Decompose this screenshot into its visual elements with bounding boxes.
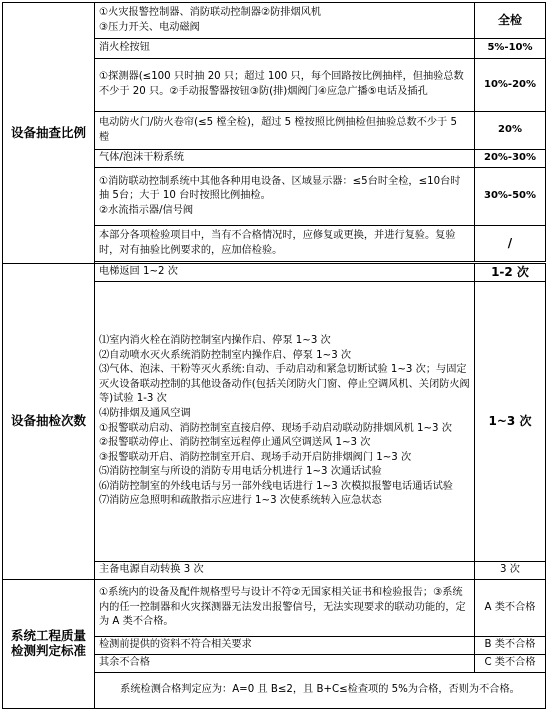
list-item: ⑵自动喷水灭火系统消防控制室内操作启、停泵 1~3 次 (99, 349, 352, 361)
row-value: / (475, 226, 546, 262)
row-value: 20% (475, 112, 546, 150)
row-value: 5%-10% (475, 39, 546, 59)
row-content: 其余不合格 (95, 655, 475, 673)
row-content: ①系统内的设备及配件规格型号与设计不符②无国家相关证书和检验报告；③系统内的任一控制器和火灾探测器无法发出报警信号，无法实现要求的联动功能的，定为 A 类不合格。 (95, 580, 475, 637)
row-value: 20%-30% (475, 150, 546, 168)
row-content: 电动防火门/防火卷帘(≤5 樘全检)，超过 5 樘按照比例抽检但抽验总数不少于 5 樘 (95, 112, 475, 150)
row-content-list (95, 282, 475, 562)
row-content: ①火灾报警控制器、消防联动控制器②防排烟风机 ③压力开关、电动磁阀 (95, 3, 475, 39)
list-item: ⑶气体、泡沫、干粉等灭火系统:自动、手动启动和紧急切断试验 1~3 次；与固定灭火设备联动控制的其他设备动作(包括关闭防火门窗、停止空调风机、关闭防火阀等)试验 1-3 次 (99, 364, 470, 405)
list-item: ⑴室内消火栓在消防控制室内操作启、停泵 1~3 次 (99, 334, 331, 346)
table-row (3, 580, 546, 637)
pass-criteria: 系统检测合格判定应为：A=0 且 B≤2，且 B+C≤检查项的 5%为合格，否则为不合格。 (95, 673, 546, 709)
row-value: 1-2 次 (475, 264, 546, 282)
list-item: ⑺消防应急照明和疏散指示应进行 1~3 次使系统转入应急状态 (99, 495, 382, 507)
row-value: C 类不合格 (475, 655, 546, 673)
row-content: 本部分各项检验项目中，当有不合格情况时，应修复或更换，并进行复验。复验时，对有抽验比例要求的，应加倍检验。 (95, 226, 475, 262)
row-value: 1~3 次 (475, 282, 546, 562)
list-item: ⑷防排烟及通风空调 (99, 407, 191, 419)
list-item: ⑹消防控制室的外线电话与另一部外线电话进行 1~3 次模拟报警电话通话试验 (99, 480, 453, 492)
row-value: A 类不合格 (475, 580, 546, 637)
row-content: 消火栓按钮 (95, 39, 475, 59)
list-item: ②报警联动停止、消防控制室远程停止通风空调送风 1~3 次 (99, 437, 371, 449)
table-row (3, 264, 546, 282)
row-content: 气体/泡沫干粉系统 (95, 150, 475, 168)
list-item: ⑸消防控制室与所设的消防专用电话分机进行 1~3 次通话试验 (99, 466, 382, 478)
row-value: 全检 (475, 3, 546, 39)
row-content: ①探测器(≤100 只时抽 20 只；超过 100 只，每个回路按比例抽样，但抽验总数不少于 20 只。②手动报警器按钮③防(排)烟阀门④应急广播⑤电话及插孔 (95, 59, 475, 112)
row-content: 检测前提供的资料不符合相关要求 (95, 637, 475, 655)
row-value: 3 次 (475, 562, 546, 580)
row-content: 电梯返回 1~2 次 (95, 264, 475, 282)
row-value: 30%-50% (475, 168, 546, 226)
row-content: ①消防联动控制系统中其他各种用电设备、区域显示器：≤5台时全检，≤10台时抽 5台；大于 10 台时按照比例抽检。 ②水流指示器/信号阀 (95, 168, 475, 226)
list-item: ①报警联动启动、消防控制室直接启停、现场手动启动联动防排烟风机 1~3 次 (99, 422, 452, 434)
section-title-quality-standard: 系统工程质量检测判定标准 (3, 580, 95, 709)
section-title-test-count: 设备抽检次数 (3, 264, 95, 580)
row-value: 10%-20% (475, 59, 546, 112)
section-title-sampling-ratio: 设备抽查比例 (3, 3, 95, 264)
row-value: B 类不合格 (475, 637, 546, 655)
inspection-table (2, 2, 546, 709)
list-item: ③报警联动开启、消防控制室开启、现场手动开启防排烟阀门 1~3 次 (99, 451, 412, 463)
row-content: 主备电源自动转换 3 次 (95, 562, 475, 580)
table-row (3, 3, 546, 39)
